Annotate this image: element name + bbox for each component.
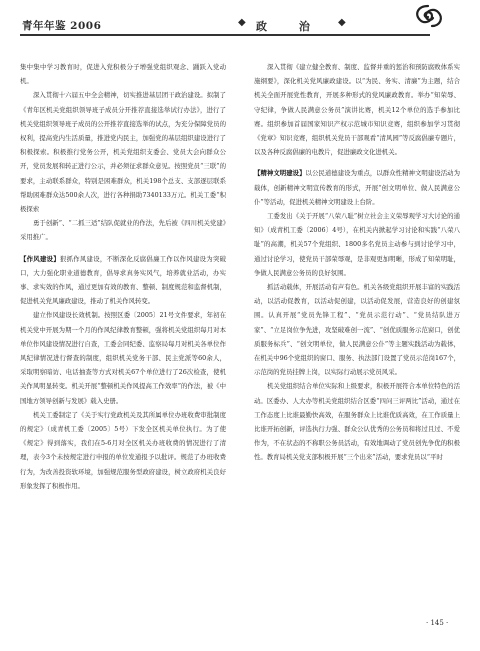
paragraph [254, 209, 460, 280]
paragraph [254, 280, 460, 379]
paragraph [20, 88, 226, 216]
page-header [20, 12, 460, 38]
paragraph-text: 建立作风建设长效机制。按照区委〔2005〕21号文件要求，年初在机关党中开展为期一个月的作风纪律教育整顿，强将机关党组织每月对本单位作风建设情况进行自查，工委会同纪委、监察局每月对机关各单位作风纪律情况进行督查的制度，组织机关党务干部、民主党派等60余人，采取明察暗访、电话抽查等方式对机关67个单位进行了26次检查，使机关作风明显转变。机关开展“整顿机关作风提高工作效率”的作法，被《中国地方领导创新与发展》载入史册。 [20, 311, 226, 405]
paragraph [254, 166, 460, 209]
paragraph-text: 以公民道德建设为重点，以群众性精神文明建设活动为载体，创新精神文明宣传教育的形式，开展“创文明单位、做人民满意公仆”等活动，促进机关精神文明建设上台阶。 [254, 169, 461, 206]
paragraph-text: 深入贯彻《建立健全教育、制度、监督并重的惩治和预防腐败体系实施纲要》，深化机关党风廉政建设。以“为民、务实、清廉”为主题，结合机关全面开展党性教育，开展多种形式的党风廉政教育。举办“知荣辱、守纪律，争做人民满意公务员”演讲比赛，机关12个单位的选手参加比赛。组织参加首届国家知识产权示范城市知识竞赛，组织参加学习贯彻《党章》知识竞赛，组织机关党员干部观看“清风园”等反腐倡廉专题片，以及各种反腐倡廉的电教片，促进廉政文化进机关。 [254, 63, 460, 157]
paragraph-text: 机关党组织结合单位实际和上级要求，积极开展符合本单位特色的活动。区委办、人大办等机关党组织结合区委“四问三评两比”活动，通过在工作态度上比谁最勤快高效，在服务群众上比谁优质高效，在工作质量上比谁开拓创新，评选执行力强、群众公认优秀的公务员和将过且过、不爱作为，不在状态的不称职公务员活动，有效地调动了党员创先争优的积极性。教育局机关党支部积极开展“三个出来”活动，要求党员以“平时 [254, 382, 460, 462]
paragraph-text: 勇于创新”、“二抓三适”结队促就业的作法，先后被《四川机关党建》采用推广。 [20, 219, 226, 242]
left-column [20, 60, 226, 493]
paragraph [20, 252, 226, 309]
header-rule [20, 34, 430, 36]
paragraph [254, 379, 460, 464]
right-column [254, 60, 460, 465]
bullet-diamond: ◆ [338, 17, 346, 28]
paragraph-text: 集中集中学习教育时，促进入党积极分子增强党组织观念、踊跃入党动机。 [20, 63, 226, 86]
paragraph-text: 深入贯彻十六届五中全会精神，切实推进基层团干政治建设。拟制了《青年区机关党组织领导班子成员分开推荐直接选举试行办法》，进行了机关党组织领导班子成员的公开推荐直接选举的试点，为充分保障党员的权利，提高党内生活质量，推进党内民主，加强党的基层组织建设进行了积极探索。积极推行党务公开，机关党组织支委会、党员大会向群众公开，党员发展和转正进行公示，并必须征求群众意见。按照党员“三联”的要求，主动联系群众，特别是困难群众，机关198个总支、支部逐层联系帮助困难群众达500余人次，进行各种捐助7340133万元。机关工委“积极探索 [20, 91, 226, 214]
paragraph [254, 60, 460, 159]
paragraph [20, 408, 226, 493]
paragraph [20, 308, 226, 407]
publication-title: 青年年鉴 2006 [22, 20, 102, 32]
section-label: 【精神文明建设】 [254, 169, 306, 178]
page-number: · 145 · [426, 619, 449, 627]
swirl-logo-icon [410, 2, 446, 30]
paragraph-text: 抓活动载体，开展活动有声有色。机关各级党组织开展丰富的实践活动，以活动促教育，以活动促创建，以活动促发展，营造良好的创建氛围。认真开展“党员先锋工程”、“党员示范行动”、“党员结队进万家”、“立足岗位争先进，攻坚破难创一流”、“创优质服务示范窗口，创优质服务标兵”、“创文明单位，做人民满意公仆”等主题实践活动为载体，在机关中96个党组织的窗口、服务、执法部门设置了党员示范岗167个，示范岗的党员挂牌上岗，以实际行动展示党员风采。 [254, 283, 460, 377]
paragraph-text: 狠抓作风建设，不断深化反腐倡廉工作以作风建设为突破口，大力强化职业道德教育，倡导求真务实风气，培养就业活动，办实事、求实效的作风，通过更加有效的教育、整顿、制度规范和监督机制，促进机关党风廉政建设，推动了机关作风转变。 [20, 254, 226, 306]
section-label: 【作风建设】 [20, 254, 60, 263]
section-title: 政 治 [256, 20, 324, 33]
paragraph [20, 60, 226, 88]
bullet-diamond: ◆ [238, 17, 246, 28]
paragraph-text: 机关工委制定了《关于实行党政机关及其所属单位办班收费审批制度的规定》（成青机工委〔2005〕5号）下发全区机关单位执行。为了使《规定》得到落实，我们在5-6月对全区机关办班收费的情况进行了清理，表今3个未按规定进行申报的单位发通报予以批评。规范了办班收费行为，为改善投资软环境，加强规范服务型政府建设，树立政府机关良好形象发挥了积极作用。 [20, 410, 226, 490]
paragraph [20, 216, 226, 244]
paragraph-text: 工委发出《关于开展“八荣八耻”树立社会主义荣辱观学习大讨论的通知》（成青机工委〔2006〕4号），在机关内掀起学习讨论和实践“八荣八耻”的高潮，机关57个党组织、1800多名党员主动参与到讨论学习中，通过讨论学习，使党员干部荣辱观，是非观更加明晰，形成了知荣明耻，争做人民满意公务员的良好氛围。 [254, 212, 460, 277]
